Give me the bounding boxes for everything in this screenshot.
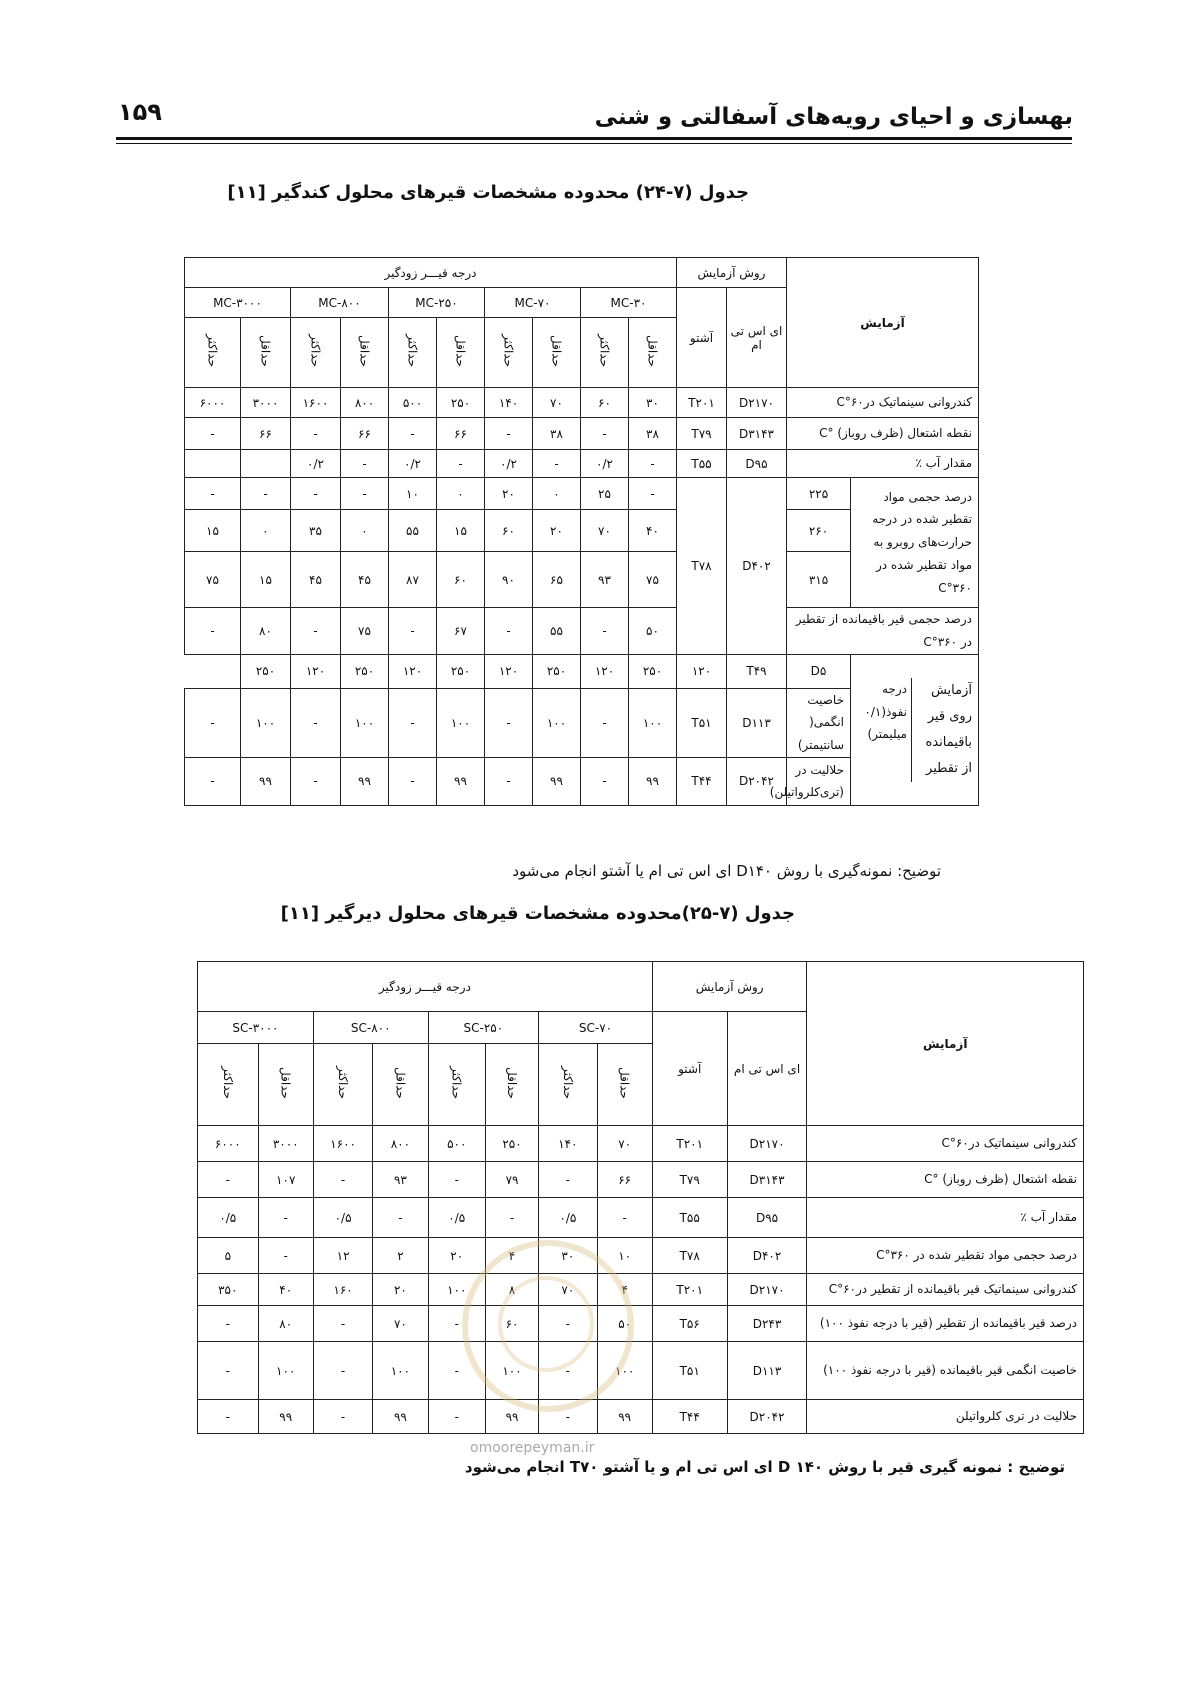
cell: ۰ <box>241 510 291 552</box>
table2-grade: SC-۷۰ <box>539 1012 653 1044</box>
table1-note: توضیح: نمونه‌گیری با روش D۱۴۰ ای اس تی ام یا آشتو انجام می‌شود <box>512 862 941 880</box>
table2-header-astm: ای اس تی ام <box>727 1012 807 1126</box>
cell: - <box>198 1342 259 1400</box>
cell: - <box>539 1342 597 1400</box>
cell: ۱۲۰ <box>677 654 727 688</box>
residue-group-label <box>851 654 979 805</box>
row-label: حلالیت در تری کلرواتیلن <box>807 1400 1084 1434</box>
cell: ۱۰۰ <box>437 688 485 757</box>
cell-astm: D۲۰۴۲ <box>727 1400 807 1434</box>
cell: ۹۹ <box>241 757 291 805</box>
cell: ۸۰۰ <box>373 1126 428 1162</box>
cell: - <box>485 418 533 450</box>
cell: ۴۵ <box>291 552 341 608</box>
cell: ۷۰ <box>533 388 581 418</box>
cell: ۱۵ <box>241 552 291 608</box>
cell-astm: D۹۵ <box>727 450 787 478</box>
table-row <box>184 388 978 418</box>
cell: ۲۰ <box>428 1238 485 1274</box>
cell: ۶۶ <box>241 418 291 450</box>
cell: - <box>184 757 240 805</box>
cell: - <box>437 450 485 478</box>
cell: - <box>313 1306 372 1342</box>
cell: - <box>539 1400 597 1434</box>
cell: ۱۲۰ <box>291 654 341 688</box>
cell: - <box>597 1198 652 1238</box>
cell: ۶۰ <box>485 1306 538 1342</box>
header-rule-thin <box>116 143 1072 144</box>
cell-aashto: T۵۵ <box>677 450 727 478</box>
cell: ۰ <box>341 510 389 552</box>
table-row <box>198 1198 1084 1238</box>
cell: ۷۵ <box>629 552 677 608</box>
cell: ۱۴۰ <box>485 388 533 418</box>
cell-aashto: T۷۹ <box>652 1162 727 1198</box>
cell: ۸۰ <box>241 608 291 655</box>
cell: ۱۵ <box>184 510 240 552</box>
cell: ۵۰۰ <box>389 388 437 418</box>
cell: ۳۰ <box>629 388 677 418</box>
cell: - <box>291 688 341 757</box>
table1 <box>184 257 979 806</box>
row-label: کندروانی سینماتیک در۶۰°C <box>787 388 979 418</box>
cell-astm: D۲۰۴۲ <box>727 757 787 805</box>
max-label: حداکثر <box>501 334 516 368</box>
cell: - <box>485 1198 538 1238</box>
cell: ۱۰۰ <box>629 688 677 757</box>
cell: ۰/۲ <box>581 450 629 478</box>
row-label: نقطه اشتعال (ظرف روباز) °C <box>807 1162 1084 1198</box>
cell: - <box>258 1198 313 1238</box>
cell: ۱۲۰ <box>581 654 629 688</box>
watermark-text: omoorepeyman.ir <box>470 1440 595 1456</box>
table1-header-astm: ای اس تی ام <box>727 288 787 388</box>
cell: ۵۵ <box>389 510 437 552</box>
cell: - <box>313 1400 372 1434</box>
cell-astm: D۳۱۴۳ <box>727 1162 807 1198</box>
cell: ۰ <box>437 478 485 510</box>
cell: ۷۵ <box>341 608 389 655</box>
residue-group: آزمایش روی قیر باقیمانده از تقطیر <box>925 682 972 776</box>
distill-label: درصد حجمی مواد تقطیر شده در درجه حرارت‌های روبرو به مواد تقطیر شده در ۳۶۰°C <box>851 478 979 608</box>
cell: ۶۰ <box>437 552 485 608</box>
cell: - <box>258 1238 313 1274</box>
cell-astm: D۹۵ <box>727 1198 807 1238</box>
cell: ۲۵۰ <box>533 654 581 688</box>
cell: - <box>428 1306 485 1342</box>
cell: ۳۰ <box>539 1238 597 1274</box>
table-row <box>198 1400 1084 1434</box>
cell: ۶۶ <box>437 418 485 450</box>
row-label: کندروانی سینماتیک در۶۰°C <box>807 1126 1084 1162</box>
cell-astm: D۵ <box>787 654 851 688</box>
cell-aashto: T۵۱ <box>677 688 727 757</box>
cell: - <box>184 608 240 655</box>
cell-aashto: T۴۴ <box>652 1400 727 1434</box>
cell: - <box>341 450 389 478</box>
cell: - <box>313 1342 372 1400</box>
table2-grade: SC-۸۰۰ <box>313 1012 428 1044</box>
min-label: حداقل <box>505 1067 520 1099</box>
table1-grade: MC-۸۰۰ <box>291 288 389 318</box>
cell: - <box>428 1400 485 1434</box>
cell: ۶۵ <box>533 552 581 608</box>
cell: ۷۰ <box>539 1274 597 1306</box>
table2-header-aashto: آشتو <box>652 1012 727 1126</box>
cell: ۹۳ <box>581 552 629 608</box>
cell: - <box>629 450 677 478</box>
min-label: حداقل <box>645 335 660 367</box>
cell: ۲۵۰ <box>437 388 485 418</box>
table1-header-method: روش آزمایش <box>677 258 787 288</box>
cell: ۲۵۰ <box>485 1126 538 1162</box>
cell: ۹۰ <box>485 552 533 608</box>
cell: - <box>629 478 677 510</box>
cell: ۵۰ <box>629 608 677 655</box>
page-number: ۱۵۹ <box>118 98 162 126</box>
table2-grade: SC-۳۰۰۰ <box>198 1012 314 1044</box>
cell: ۱۰۰ <box>597 1342 652 1400</box>
table-row <box>184 654 978 688</box>
cell: ۷۰ <box>597 1126 652 1162</box>
cell: ۱۲۰ <box>485 654 533 688</box>
cell-astm: D۴۰۲ <box>727 1238 807 1274</box>
cell: ۱۶۰۰ <box>313 1126 372 1162</box>
cell: ۸ <box>485 1274 538 1306</box>
cell: ۵ <box>198 1238 259 1274</box>
cell: - <box>581 688 629 757</box>
table1-caption: جدول (۷-۲۴) محدوده مشخصات قیرهای محلول کندگیر [۱۱] <box>227 182 749 203</box>
cell: - <box>291 478 341 510</box>
cell-astm: D۲۱۷۰ <box>727 388 787 418</box>
cell: - <box>198 1306 259 1342</box>
cell: ۱۰۰ <box>428 1274 485 1306</box>
cell: ۱۶۰۰ <box>291 388 341 418</box>
table2-grade: SC-۲۵۰ <box>428 1012 539 1044</box>
cell: ۱۰ <box>389 478 437 510</box>
cell: - <box>428 1162 485 1198</box>
cell: - <box>184 688 240 757</box>
min-label: حداقل <box>258 335 273 367</box>
cell: ۱۰ <box>597 1238 652 1274</box>
min-label: حداقل <box>393 1067 408 1099</box>
cell: - <box>389 757 437 805</box>
cell: ۴۵ <box>341 552 389 608</box>
row-label: درصد حجمی قیر باقیمانده از تقطیر در ۳۶۰°C <box>787 608 979 655</box>
cell: ۶۷ <box>437 608 485 655</box>
cell-aashto: T۲۰۱ <box>652 1126 727 1162</box>
cell: ۵۵ <box>533 608 581 655</box>
cell: ۲ <box>373 1238 428 1274</box>
cell: ۵۰ <box>597 1306 652 1342</box>
cell: ۹۹ <box>258 1400 313 1434</box>
running-head: بهسازی و احیای رویه‌های آسفالتی و شنی <box>594 104 1073 130</box>
cell: ۳۵ <box>291 510 341 552</box>
watermark-seal-icon <box>462 1240 634 1412</box>
cell-aashto: T۵۱ <box>652 1342 727 1400</box>
cell: - <box>198 1162 259 1198</box>
cell: ۳۰۰۰ <box>258 1126 313 1162</box>
cell: ۰ <box>533 478 581 510</box>
cell: ۳۰۰۰ <box>241 388 291 418</box>
cell: ۱۶۰ <box>313 1274 372 1306</box>
cell: ۳۸ <box>629 418 677 450</box>
table1-grade: MC-۳۰ <box>581 288 677 318</box>
cell: - <box>373 1198 428 1238</box>
distill-temp: ۲۲۵ <box>787 478 851 510</box>
table1-grade: MC-۳۰۰۰ <box>184 288 290 318</box>
cell-aashto: T۴۴ <box>677 757 727 805</box>
table1-grade: MC-۷۰ <box>485 288 581 318</box>
max-label: حداکثر <box>597 334 612 368</box>
cell: ۷۹ <box>485 1162 538 1198</box>
cell: ۹۹ <box>485 1400 538 1434</box>
cell: ۱۴۰ <box>539 1126 597 1162</box>
min-label: حداقل <box>453 335 468 367</box>
table1-grade: MC-۲۵۰ <box>389 288 485 318</box>
cell: - <box>341 478 389 510</box>
cell: - <box>485 688 533 757</box>
max-label: حداکثر <box>405 334 420 368</box>
min-label: حداقل <box>357 335 372 367</box>
cell: ۹۹ <box>341 757 389 805</box>
table-row <box>184 478 978 510</box>
cell: - <box>581 757 629 805</box>
cell: - <box>485 757 533 805</box>
max-label: حداکثر <box>205 334 220 368</box>
cell: - <box>581 418 629 450</box>
cell: ۱۰۰ <box>533 688 581 757</box>
cell: - <box>184 478 240 510</box>
max-label: حداکثر <box>449 1066 464 1100</box>
header-rule <box>116 137 1072 140</box>
cell-astm: D۲۱۷۰ <box>727 1126 807 1162</box>
row-label: خاصیت انگمی( سانتیمتر) <box>787 688 851 757</box>
max-label: حداکثر <box>308 334 323 368</box>
table-row <box>184 450 978 478</box>
cell: ۲۵۰ <box>437 654 485 688</box>
table1-header-aashto: آشتو <box>677 288 727 388</box>
cell: ۳۸ <box>533 418 581 450</box>
cell: ۹۹ <box>533 757 581 805</box>
row-label: کندروانی سینماتیک قیر باقیمانده از تقطیر در۶۰°C <box>807 1274 1084 1306</box>
cell: - <box>389 418 437 450</box>
cell-astm: D۱۱۳ <box>727 1342 807 1400</box>
row-label: نقطه اشتعال (ظرف روباز) °C <box>787 418 979 450</box>
table-row <box>184 608 978 655</box>
cell-aashto: T۴۹ <box>727 654 787 688</box>
table1-header-grade-group: درجه قیـــر زودگیر <box>184 258 676 288</box>
table2-caption: جدول (۷-۲۵)محدوده مشخصات قیرهای محلول دیرگیر [۱۱] <box>280 903 795 924</box>
table2-header-grade-group: درجه قیـــر زودگیر <box>198 962 653 1012</box>
cell: - <box>581 608 629 655</box>
cell: - <box>313 1162 372 1198</box>
cell: - <box>198 1400 259 1434</box>
cell: ۱۰۰ <box>258 1342 313 1400</box>
cell: - <box>291 608 341 655</box>
cell: ۱۰۷ <box>258 1162 313 1198</box>
table2-header-test: آزمایش <box>807 962 1084 1126</box>
cell: ۱۵ <box>437 510 485 552</box>
table2-header-method: روش آزمایش <box>652 962 807 1012</box>
row-label: درجه نفوذ(۰/۱ میلیمتر) <box>853 678 912 782</box>
table-row <box>184 418 978 450</box>
min-label: حداقل <box>549 335 564 367</box>
cell <box>184 450 240 478</box>
cell-aashto: T۷۹ <box>677 418 727 450</box>
cell: - <box>184 418 240 450</box>
cell: - <box>485 608 533 655</box>
row-label: درصد قیر باقیمانده از تقطیر (قیر با درجه نفوذ ۱۰۰) <box>807 1306 1084 1342</box>
cell: ۰/۵ <box>539 1198 597 1238</box>
max-label: حداکثر <box>336 1066 351 1100</box>
cell-astm: D۲۱۷۰ <box>727 1274 807 1306</box>
cell: ۹۹ <box>373 1400 428 1434</box>
cell: ۷۰ <box>581 510 629 552</box>
cell: ۶۰۰۰ <box>184 388 240 418</box>
row-label: درصد حجمی مواد تقطیر شده در ۳۶۰°C <box>807 1238 1084 1274</box>
cell: ۲۰ <box>533 510 581 552</box>
table1-header-test: آزمایش <box>787 258 979 388</box>
cell: ۳۵۰ <box>198 1274 259 1306</box>
cell: ۲۵۰ <box>629 654 677 688</box>
row-label: حلالیت در (تری‌کلرواتیلن) <box>787 757 851 805</box>
table2 <box>197 961 1084 1434</box>
cell: ۸۷ <box>389 552 437 608</box>
cell: ۷۵ <box>184 552 240 608</box>
cell: ۶۰ <box>581 388 629 418</box>
cell-aashto: T۵۵ <box>652 1198 727 1238</box>
table-row <box>198 1238 1084 1274</box>
cell-aashto: T۲۰۱ <box>677 388 727 418</box>
cell: ۱۰۰ <box>373 1342 428 1400</box>
max-label: حداکثر <box>560 1066 575 1100</box>
cell-astm: D۴۰۲ <box>727 478 787 655</box>
table2-note: توضیح : نمونه گیری قیر با روش D ۱۴۰ ای اس تی ام و یا آشتو T۷۰ انجام می‌شود <box>464 1458 1065 1476</box>
table-row <box>198 1342 1084 1400</box>
cell: ۸۰۰ <box>341 388 389 418</box>
cell: ۹۹ <box>437 757 485 805</box>
cell: ۹۹ <box>629 757 677 805</box>
cell: ۰/۲ <box>291 450 341 478</box>
cell: ۷۰ <box>373 1306 428 1342</box>
cell: ۲۵۰ <box>241 654 291 688</box>
cell: - <box>389 608 437 655</box>
cell: ۴۰ <box>258 1274 313 1306</box>
table-row <box>198 1306 1084 1342</box>
cell: ۶۶ <box>597 1162 652 1198</box>
min-label: حداقل <box>278 1067 293 1099</box>
cell: - <box>389 688 437 757</box>
cell-astm: D۲۴۳ <box>727 1306 807 1342</box>
cell: ۰/۲ <box>389 450 437 478</box>
cell: - <box>428 1342 485 1400</box>
cell: - <box>539 1162 597 1198</box>
cell: ۰/۵ <box>313 1198 372 1238</box>
cell: ۴ <box>485 1238 538 1274</box>
cell: ۰/۲ <box>485 450 533 478</box>
cell: ۶۰ <box>485 510 533 552</box>
cell: - <box>533 450 581 478</box>
cell: ۸۰ <box>258 1306 313 1342</box>
table-row <box>198 1162 1084 1198</box>
cell <box>241 450 291 478</box>
cell: ۱۰۰ <box>341 688 389 757</box>
cell-aashto: T۲۰۱ <box>652 1274 727 1306</box>
row-label: مقدار آب ٪ <box>807 1198 1084 1238</box>
cell: ۰/۵ <box>198 1198 259 1238</box>
cell: - <box>291 757 341 805</box>
cell-aashto: T۷۸ <box>677 478 727 655</box>
cell: ۱۲۰ <box>389 654 437 688</box>
cell-aashto: T۵۶ <box>652 1306 727 1342</box>
cell: ۲۰ <box>373 1274 428 1306</box>
cell: - <box>241 478 291 510</box>
table-row <box>198 1274 1084 1306</box>
cell: ۶۰۰۰ <box>198 1126 259 1162</box>
row-label: خاصیت انگمی قیر باقیمانده (قیر با درجه نفوذ ۱۰۰) <box>807 1342 1084 1400</box>
cell: - <box>291 418 341 450</box>
cell-astm: D۳۱۴۳ <box>727 418 787 450</box>
cell: ۴۰ <box>629 510 677 552</box>
cell: ۲۵ <box>581 478 629 510</box>
cell: ۱۰۰ <box>485 1342 538 1400</box>
cell: ۰/۵ <box>428 1198 485 1238</box>
cell: - <box>539 1306 597 1342</box>
cell: ۱۲ <box>313 1238 372 1274</box>
cell: ۲۰ <box>485 478 533 510</box>
cell-astm: D۱۱۳ <box>727 688 787 757</box>
table-row <box>198 1126 1084 1162</box>
cell: ۴ <box>597 1274 652 1306</box>
min-label: حداقل <box>617 1067 632 1099</box>
distill-temp: ۲۶۰ <box>787 510 851 552</box>
cell: ۹۹ <box>597 1400 652 1434</box>
max-label: حداکثر <box>220 1066 235 1100</box>
row-label: مقدار آب ٪ <box>787 450 979 478</box>
cell: ۵۰۰ <box>428 1126 485 1162</box>
cell-aashto: T۷۸ <box>652 1238 727 1274</box>
cell: ۹۳ <box>373 1162 428 1198</box>
cell: ۱۰۰ <box>241 688 291 757</box>
cell: ۶۶ <box>341 418 389 450</box>
cell: ۲۵۰ <box>341 654 389 688</box>
distill-temp: ۳۱۵ <box>787 552 851 608</box>
